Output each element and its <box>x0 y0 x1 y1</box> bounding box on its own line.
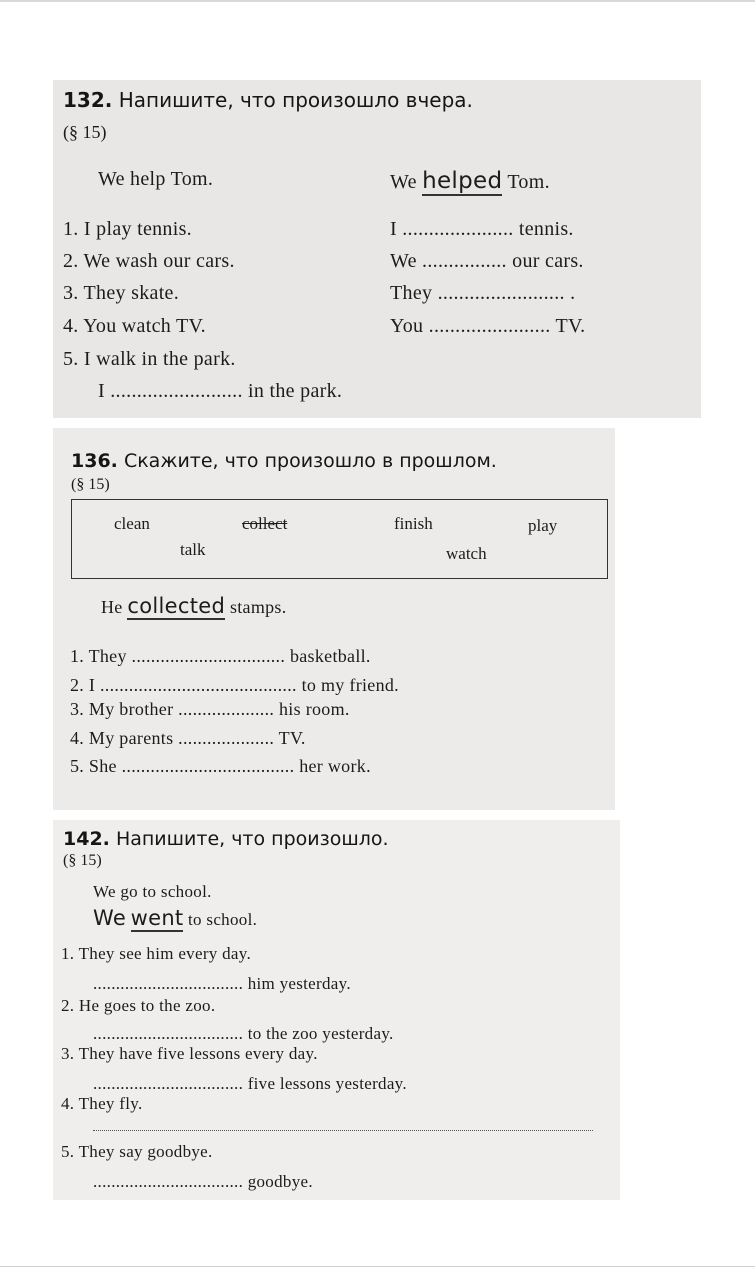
ex136-item-2: 2. I ......................................... to my friend. <box>70 675 399 695</box>
exercise-136-scan <box>53 428 615 810</box>
word-talk: talk <box>180 540 206 559</box>
ex132-item-3-left: 3. They skate. <box>63 282 180 304</box>
exercise-136-example <box>101 594 287 618</box>
word-play: play <box>528 516 558 535</box>
word-finish: finish <box>394 514 433 533</box>
ex142-item-4-q: 4. They fly. <box>61 1094 143 1113</box>
exercise-142-section: (§ 15) <box>63 852 102 869</box>
example-post: to school. <box>188 910 258 929</box>
bottom-divider <box>0 1266 755 1267</box>
ex132-item-4-left: 4. You watch TV. <box>63 315 206 337</box>
example-pre: We <box>93 906 127 930</box>
ex132-item-1-right: I ..................... tennis. <box>390 218 574 240</box>
exercise-132-example-left: We help Tom. <box>98 168 214 190</box>
exercise-142-example-a <box>93 906 257 930</box>
exercise-132-title: Напишите, что произошло вчера. <box>118 88 473 112</box>
top-divider <box>0 0 755 2</box>
example-answer: went <box>130 906 184 930</box>
exercise-132-section: (§ 15) <box>63 122 107 142</box>
ex132-item-4-right: You ....................... TV. <box>390 315 586 337</box>
exercise-142-scan <box>53 820 620 1200</box>
ex142-item-3-q: 3. They have five lessons every day. <box>61 1044 318 1063</box>
example-right-post: Tom. <box>507 171 550 193</box>
ex142-item-2-a: ................................. to the zoo yesterday. <box>93 1024 394 1043</box>
exercise-136-section: (§ 15) <box>71 476 110 493</box>
exercise-132-heading <box>63 88 473 112</box>
exercise-142-title: Напишите, что произошло. <box>115 828 389 850</box>
word-collect-crossed: collect <box>242 514 288 533</box>
exercise-136-title: Скажите, что произошло в прошлом. <box>123 450 497 472</box>
ex142-item-4-answer-line <box>93 1130 593 1131</box>
exercise-132-number: 132. <box>63 88 113 112</box>
ex132-item-3-right: They ........................ . <box>390 282 576 304</box>
example-post: stamps. <box>229 597 287 617</box>
ex136-item-3: 3. My brother .................... his room. <box>70 699 350 719</box>
exercise-132-scan <box>53 80 701 418</box>
exercise-142-heading <box>63 828 389 850</box>
ex142-item-1-q: 1. They see him every day. <box>61 944 252 963</box>
ex132-item-2-left: 2. We wash our cars. <box>63 250 235 272</box>
example-answer: collected <box>127 594 226 618</box>
exercise-136-number: 136. <box>71 450 118 472</box>
example-right-pre: We <box>390 171 417 193</box>
ex136-item-5: 5. She .................................... her work. <box>70 756 371 776</box>
ex142-item-2-q: 2. He goes to the zoo. <box>61 996 216 1015</box>
ex132-item-1-left: 1. I play tennis. <box>63 218 192 240</box>
ex142-item-5-a: ................................. goodbye. <box>93 1172 313 1191</box>
ex132-item-5-left: 5. I walk in the park. <box>63 348 236 370</box>
exercise-136-heading <box>71 450 497 472</box>
exercise-142-example-q: We go to school. <box>93 882 212 901</box>
exercise-132-example-right <box>390 168 550 194</box>
word-clean: clean <box>114 514 150 533</box>
exercise-142-number: 142. <box>63 828 110 850</box>
example-pre: He <box>101 597 123 617</box>
example-right-answer: helped <box>422 168 503 194</box>
ex142-item-3-a: ................................. five lessons yesterday. <box>93 1074 407 1093</box>
ex136-item-1: 1. They ................................ basketball. <box>70 646 371 666</box>
ex142-item-5-q: 5. They say goodbye. <box>61 1142 213 1161</box>
ex136-item-4: 4. My parents .................... TV. <box>70 728 306 748</box>
word-watch: watch <box>446 544 487 563</box>
ex132-item-5-answer: I ......................... in the park. <box>98 380 343 402</box>
word-bank-box <box>71 499 608 579</box>
ex142-item-1-a: ................................. him yesterday. <box>93 974 351 993</box>
ex132-item-2-right: We ................ our cars. <box>390 250 584 272</box>
